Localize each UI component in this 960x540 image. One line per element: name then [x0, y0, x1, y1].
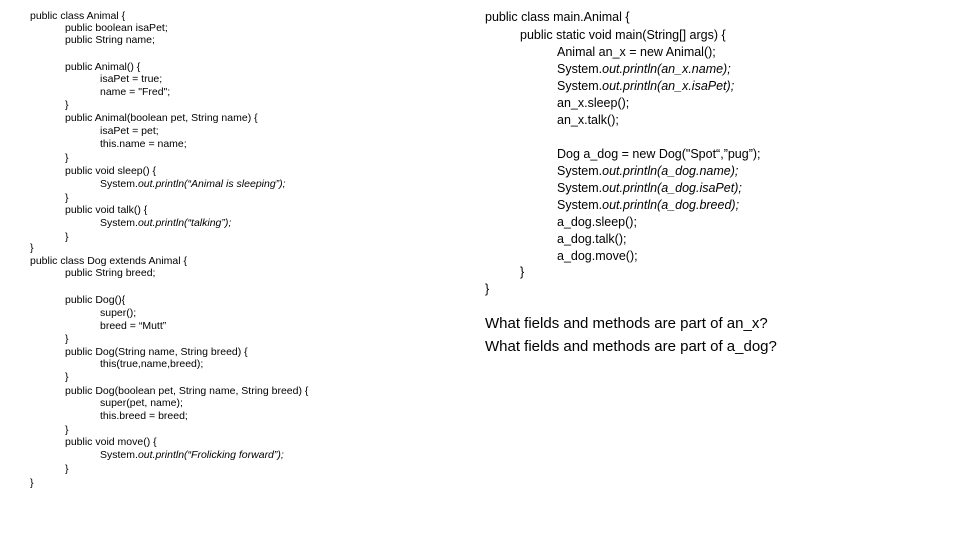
left-code-panel — [0, 0, 470, 540]
code-line: an_x.sleep(); — [557, 96, 630, 110]
code-line: } — [485, 282, 490, 296]
code-line: } — [65, 424, 69, 436]
code-line: super(); — [100, 307, 137, 319]
code-line: System.out.println(an_x.name); — [557, 62, 731, 76]
code-line: System.out.println(a_dog.isaPet); — [557, 181, 742, 195]
code-line: isaPet = pet; — [100, 125, 159, 137]
code-line: System.out.println(“talking”); — [100, 217, 232, 229]
question-text: What fields and methods are part of a_dog? — [485, 338, 777, 355]
code-line: name = "Fred"; — [100, 86, 171, 98]
code-line: } — [30, 242, 34, 254]
code-line: public Animal() { — [65, 61, 141, 73]
code-line: public void talk() { — [65, 204, 148, 216]
code-line: this.name = name; — [100, 138, 187, 150]
code-line: public Dog(boolean pet, String name, String breed) { — [65, 385, 309, 397]
code-line: public static void main(String[] args) { — [520, 28, 726, 42]
code-line: } — [520, 265, 525, 279]
code-line: a_dog.sleep(); — [557, 215, 637, 229]
code-line: } — [65, 231, 69, 243]
code-line: Dog a_dog = new Dog("Spot“,”pug”); — [557, 147, 761, 161]
code-line: System.out.println(“Frolicking forward”); — [100, 449, 284, 461]
code-line: this.breed = breed; — [100, 410, 188, 422]
code-line: } — [65, 99, 69, 111]
right-code-panel — [470, 0, 960, 540]
code-line: public void move() { — [65, 436, 157, 448]
code-line: an_x.talk(); — [557, 113, 619, 127]
code-line: System.out.println(an_x.isaPet); — [557, 79, 735, 93]
code-line: } — [65, 371, 69, 383]
code-line: } — [65, 463, 69, 475]
code-line: public Dog(String name, String breed) { — [65, 346, 248, 358]
code-line: System.out.println(“Animal is sleeping”); — [100, 178, 286, 190]
code-line: } — [65, 192, 69, 204]
code-line: public String breed; — [65, 267, 156, 279]
code-line: public class Animal { — [30, 10, 126, 22]
code-line: public void sleep() { — [65, 165, 157, 177]
code-line: public class main.Animal { — [485, 10, 630, 24]
code-line: } — [30, 477, 34, 489]
code-line: public boolean isaPet; — [65, 22, 168, 34]
code-line: public String name; — [65, 34, 155, 46]
code-line: isaPet = true; — [100, 73, 163, 85]
code-line: public class Dog extends Animal { — [30, 255, 188, 267]
code-line: } — [65, 152, 69, 164]
code-line: this(true,name,breed); — [100, 358, 204, 370]
question-text: What fields and methods are part of an_x? — [485, 315, 768, 332]
code-line: System.out.println(a_dog.name); — [557, 164, 739, 178]
code-line: } — [65, 333, 69, 345]
code-line: public Dog(){ — [65, 294, 126, 306]
code-line: public Animal(boolean pet, String name) { — [65, 112, 258, 124]
code-line: Animal an_x = new Animal(); — [557, 45, 716, 59]
code-line: breed = “Mutt” — [100, 320, 167, 332]
code-line: a_dog.move(); — [557, 249, 638, 263]
code-line: super(pet, name); — [100, 397, 183, 409]
code-line: a_dog.talk(); — [557, 232, 627, 246]
code-line: System.out.println(a_dog.breed); — [557, 198, 740, 212]
